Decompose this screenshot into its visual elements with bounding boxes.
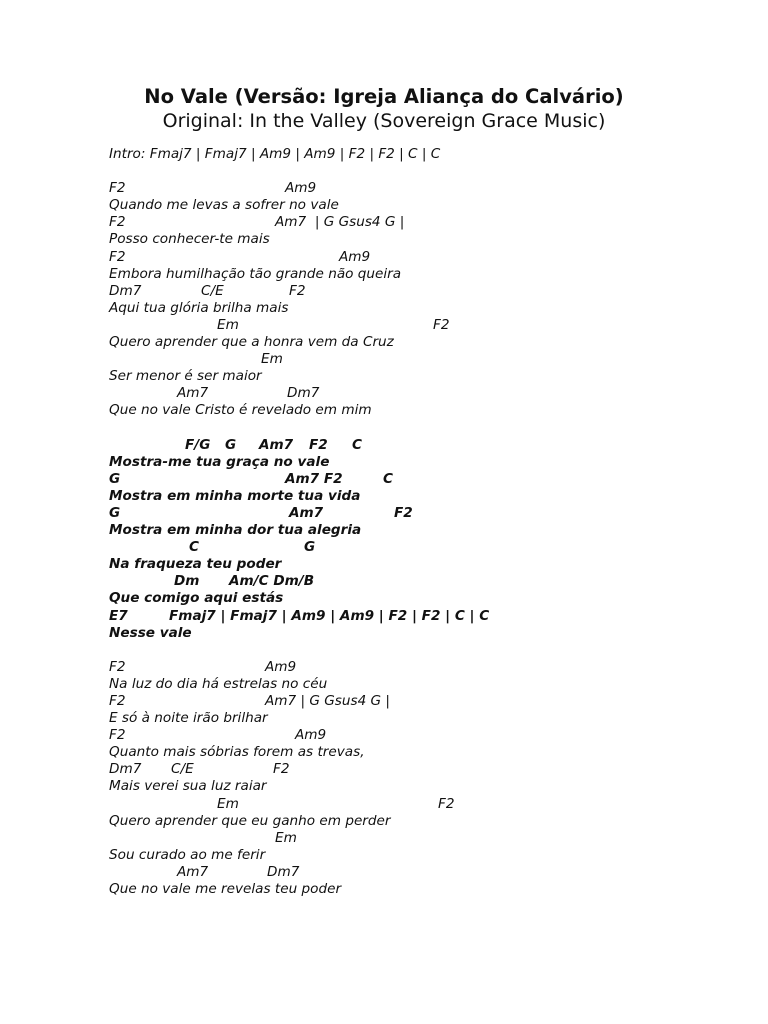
chord: Am9 (295, 727, 327, 744)
chord: Am7 (259, 436, 294, 453)
chord: Dm7 (267, 863, 300, 880)
chord: F2 (433, 316, 450, 333)
chord: C/E (171, 761, 194, 778)
verse1-chords-6 (109, 351, 749, 368)
verse2-chords-2 (109, 693, 749, 710)
chord: Am9 (265, 658, 297, 675)
verse2-chords-5 (109, 796, 749, 813)
verse2-lyric-3: Quanto mais sóbrias forem as trevas, (109, 744, 365, 761)
chord: F2 (109, 727, 126, 744)
chord: C/E (201, 282, 224, 299)
chord: Fmaj7 | Fmaj7 | Am9 | Am9 | F2 | F2 | C | C (169, 607, 490, 624)
verse1-lyric-1: Quando me levas a sofrer no vale (109, 197, 339, 214)
chord: Am7 | G Gsus4 G | (275, 214, 405, 231)
chord: Dm (174, 573, 200, 590)
verse2-lyric-1: Na luz do dia há estrelas no céu (109, 675, 328, 692)
chord-sheet (109, 146, 749, 898)
chorus-chords-1 (109, 437, 749, 454)
chord: F2 (394, 504, 413, 521)
chorus-chords-4 (109, 539, 749, 556)
chord: F2 (109, 214, 126, 231)
verse2-chords-3 (109, 727, 749, 744)
chorus-chords-6 (109, 608, 749, 625)
chord: Am7 | G Gsus4 G | (265, 693, 390, 709)
verse1-lyric-6: Ser menor é ser maior (109, 368, 262, 385)
verse2-chords-7 (109, 864, 749, 881)
verse1-lyric-7: Que no vale Cristo é revelado em mim (109, 402, 372, 419)
verse2-chords-6 (109, 830, 749, 847)
chord: F2 (438, 795, 455, 812)
verse1-lyric-3: Embora humilhação tão grande não queira (109, 265, 402, 282)
chord: E7 (109, 607, 128, 624)
chorus-lyric-4: Na fraqueza teu poder (109, 556, 282, 573)
page-title: No Vale (Versão: Igreja Aliança do Calvário) (144, 85, 624, 108)
verse2-lyric-6: Sou curado ao me ferir (109, 846, 266, 863)
chorus-chords-2 (109, 471, 749, 488)
chord: F2 (273, 761, 290, 778)
chord: Em (275, 829, 297, 846)
chord: G (304, 539, 316, 556)
verse1-lyric-4: Aqui tua glória brilha mais (109, 299, 289, 316)
chord: C (352, 436, 362, 453)
chorus-chords-3 (109, 505, 749, 522)
chord: F2 (109, 658, 126, 675)
verse2-chords-1 (109, 659, 749, 676)
chord: F/G (185, 436, 211, 453)
chord: F2 (109, 248, 126, 265)
verse2-lyric-5: Quero aprender que eu ganho em perder (109, 812, 391, 829)
spacer (109, 642, 749, 659)
chord: Am9 (285, 180, 317, 197)
verse1-lyric-5: Quero aprender que a honra vem da Cruz (109, 334, 394, 351)
chord: Am7 (177, 385, 209, 402)
chord: Em (261, 351, 283, 368)
chorus-lyric-3: Mostra em minha dor tua alegria (109, 522, 362, 539)
verse2-lyric-4: Mais verei sua luz raiar (109, 778, 267, 795)
chorus-chords-5 (109, 573, 749, 590)
chord: C (383, 470, 393, 487)
chorus-lyric-1: Mostra-me tua graça no vale (109, 453, 330, 470)
verse2-lyric-7: Que no vale me revelas teu poder (109, 881, 342, 898)
verse2-chords-4 (109, 761, 749, 778)
chord: C (189, 539, 199, 556)
chord: G (225, 436, 237, 453)
chord: Dm7 (109, 282, 142, 299)
verse1-chords-1 (109, 180, 749, 197)
verse1-lyric-2: Posso conhecer-te mais (109, 231, 270, 248)
chord: Em (217, 795, 239, 812)
verse1-chords-2 (109, 214, 749, 231)
chord: Dm7 (287, 385, 320, 402)
spacer (109, 163, 749, 180)
chord: F2 (309, 436, 328, 453)
chord: F2 (289, 282, 306, 299)
verse1-chords-7 (109, 385, 749, 402)
chord: Am7 (177, 863, 209, 880)
intro-line: Intro: Fmaj7 | Fmaj7 | Am9 | Am9 | F2 | F2 | C | C (109, 146, 441, 162)
spacer (109, 420, 749, 437)
chord: F2 (109, 180, 126, 197)
chord: G (109, 504, 121, 521)
chord: F2 (109, 693, 126, 709)
chord: G (109, 470, 121, 487)
chorus-lyric-6: Nesse vale (109, 624, 192, 641)
chorus-lyric-5: Que comigo aqui estás (109, 590, 284, 607)
verse1-chords-4 (109, 283, 749, 300)
chord: Am7 F2 (285, 470, 343, 487)
verse1-chords-5 (109, 317, 749, 334)
chord: Am7 (289, 504, 324, 521)
verse1-chords-3 (109, 249, 749, 266)
page-subtitle: Original: In the Valley (Sovereign Grace Music) (162, 110, 606, 132)
chord: Dm7 (109, 761, 142, 778)
chord: Em (217, 316, 239, 333)
verse2-lyric-2: E só à noite irão brilhar (109, 710, 268, 727)
chord: Am9 (339, 248, 371, 265)
chord: Am/C Dm/B (229, 573, 315, 590)
chorus-lyric-2: Mostra em minha morte tua vida (109, 487, 361, 504)
